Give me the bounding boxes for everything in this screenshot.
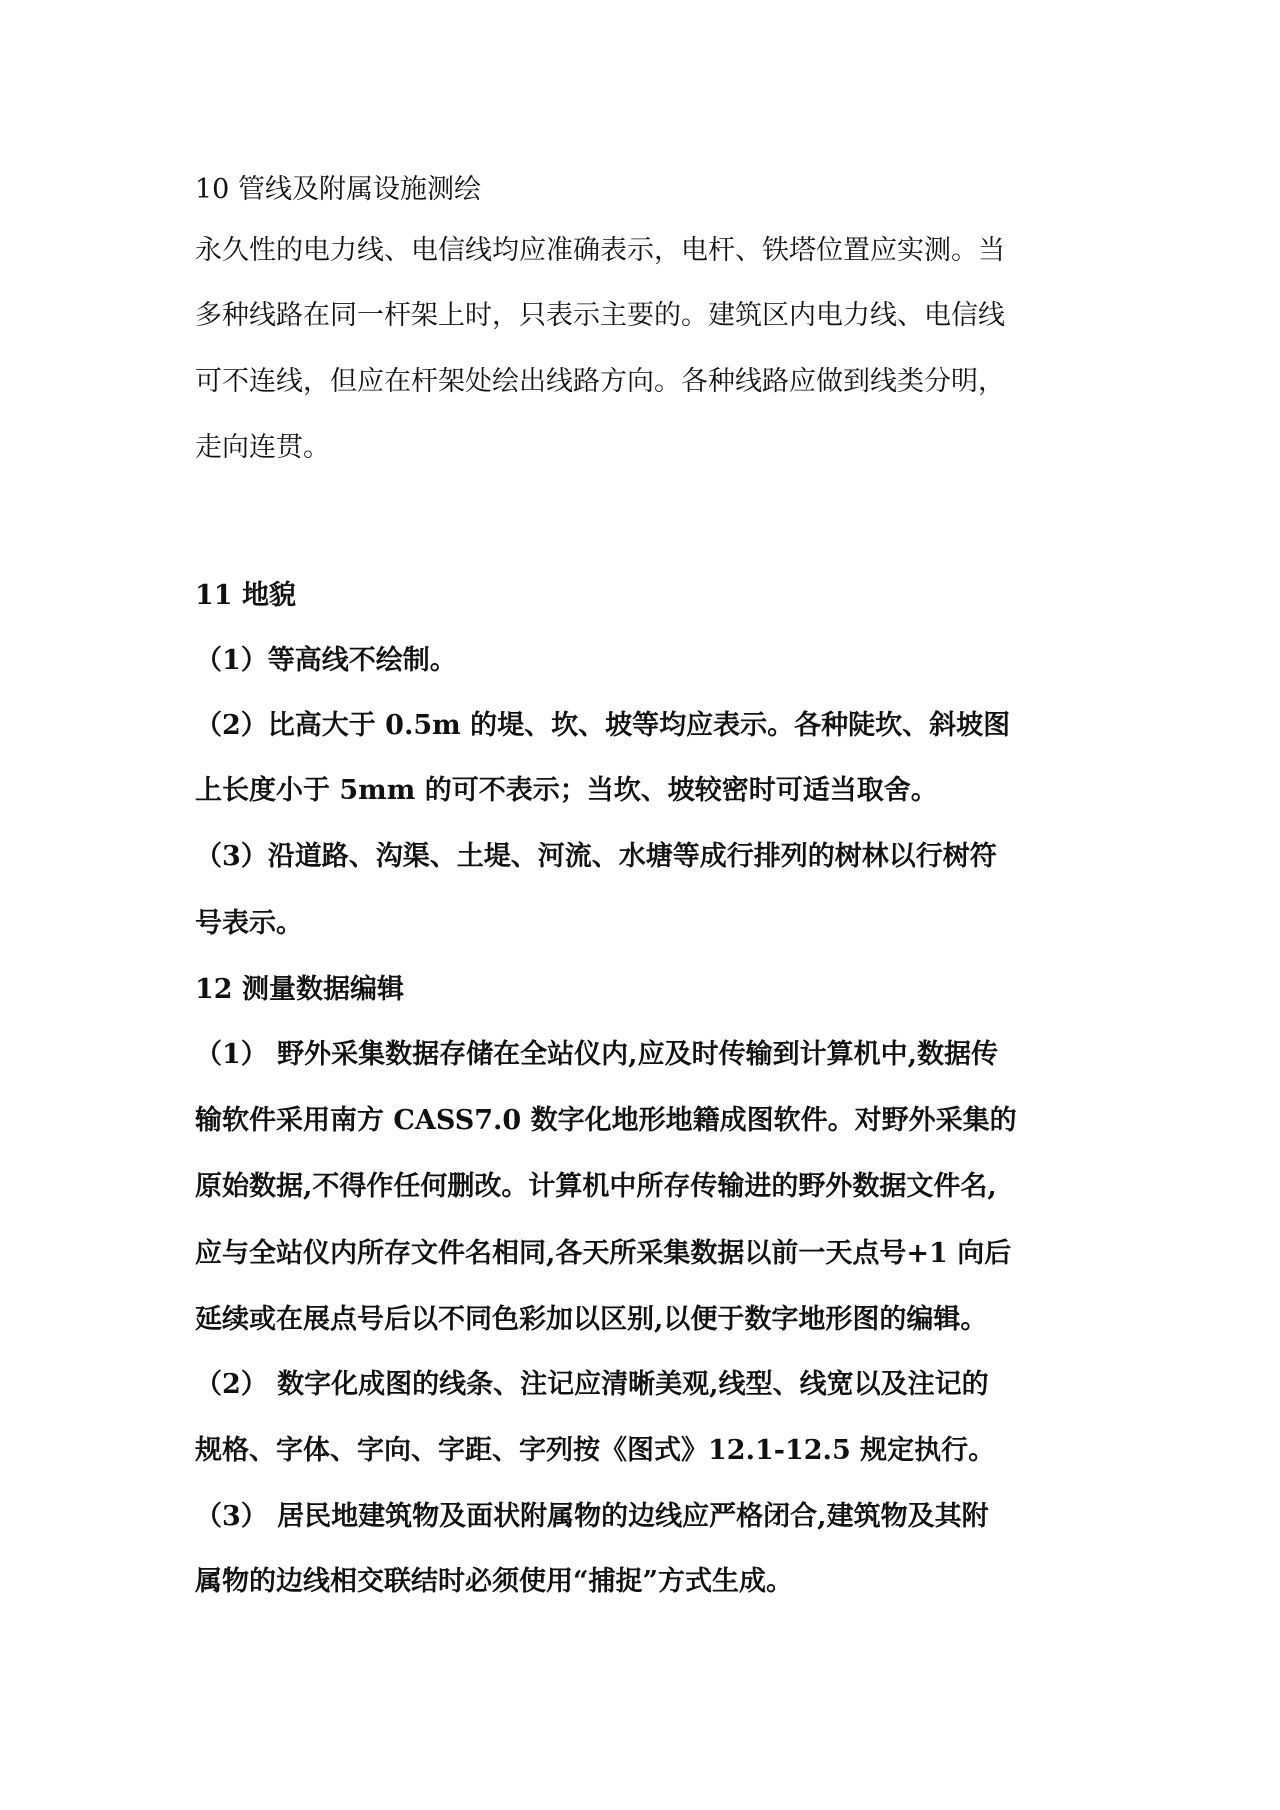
section-12-line-2: 输软件采用南方 CASS7.0 数字化地形地籍成图软件。对野外采集的 (195, 1105, 1017, 1136)
section-10-line-4: 走向连贯。 (195, 432, 330, 463)
section-11-line-4: （3）沿道路、沟渠、土堤、河流、水塘等成行排列的树林以行树符 (195, 841, 997, 872)
section-10-heading: 10 管线及附属设施测绘 (195, 174, 481, 205)
section-10-line-1: 永久性的电力线、电信线均应准确表示，电杆、铁塔位置应实测。当 (195, 235, 1005, 266)
section-11-line-2: （2）比高大于 0.5m 的堤、坎、坡等均应表示。各种陡坎、斜坡图 (195, 710, 1011, 741)
section-12-line-1: （1） 野外采集数据存储在全站仪内,应及时传输到计算机中,数据传 (195, 1039, 998, 1070)
section-11-line-1: （1）等高线不绘制。 (195, 645, 457, 676)
section-10-line-2: 多种线路在同一杆架上时，只表示主要的。建筑区内电力线、电信线 (195, 300, 1005, 331)
section-12-line-8: （3） 居民地建筑物及面状附属物的边线应严格闭合,建筑物及其附 (195, 1501, 989, 1532)
section-12-line-5: 延续或在展点号后以不同色彩加以区别,以便于数字地形图的编辑。 (195, 1304, 988, 1335)
section-12-line-6: （2） 数字化成图的线条、注记应清晰美观,线型、线宽以及注记的 (195, 1369, 989, 1400)
section-12-line-3: 原始数据,不得作任何删改。计算机中所存传输进的野外数据文件名, (195, 1171, 997, 1202)
section-11-line-3: 上长度小于 5mm 的可不表示；当坎、坡较密时可适当取舍。 (195, 775, 938, 806)
section-11-line-5: 号表示。 (195, 908, 303, 939)
section-12-line-4: 应与全站仪内所存文件名相同,各天所采集数据以前一天点号+1 向后 (195, 1238, 1012, 1269)
section-12-line-9: 属物的边线相交联结时必须使用“捕捉”方式生成。 (195, 1566, 794, 1597)
section-12-line-7: 规格、字体、字向、字距、字列按《图式》12.1-12.5 规定执行。 (195, 1435, 996, 1466)
section-10-line-3: 可不连线，但应在杆架处绘出线路方向。各种线路应做到线类分明， (195, 366, 1005, 397)
section-12-heading: 12 测量数据编辑 (195, 974, 404, 1005)
section-11-heading: 11 地貌 (195, 580, 296, 611)
